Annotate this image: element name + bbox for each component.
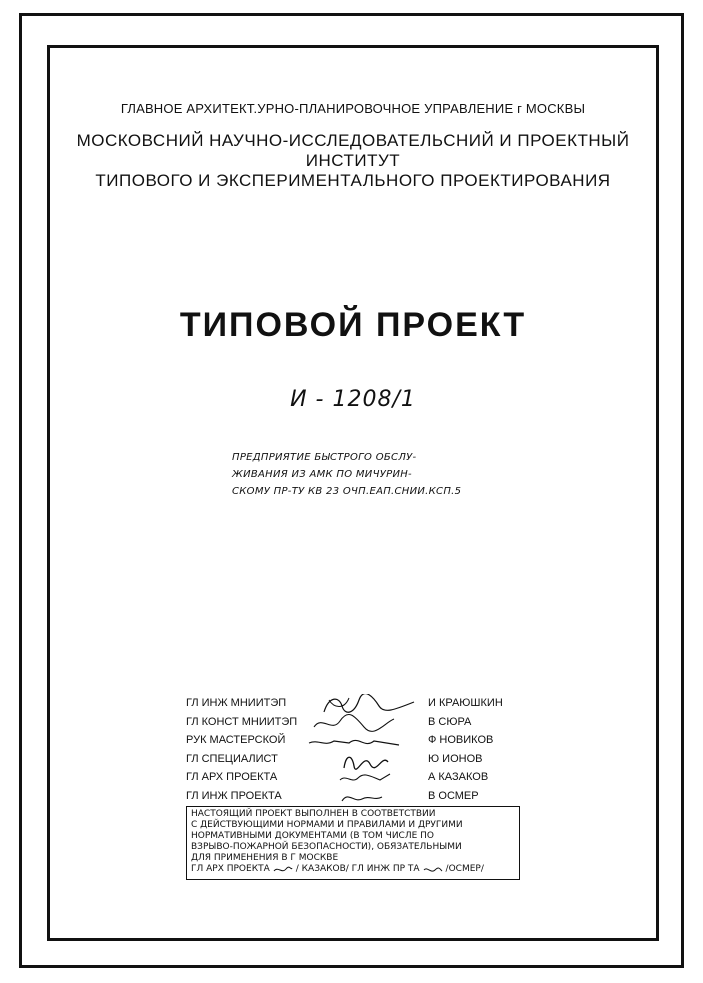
signatory-row — [186, 731, 526, 750]
note-line-5: ДЛЯ ПРИМЕНЕНИЯ В Г МОСКВЕ — [191, 853, 339, 863]
org-line-1: ГЛАВНОЕ АРХИТЕКТ.УРНО-ПЛАНИРОВОЧНОЕ УПРАВЛЕНИЕ г МОСКВЫ — [120, 101, 586, 116]
signatory-name: В СЮРА — [428, 715, 472, 728]
institute-name — [47, 131, 659, 191]
signature-icon — [423, 865, 443, 875]
description-line-2: ЖИВАНИЯ ИЗ АМК ПО МИЧУРИН- — [232, 469, 412, 480]
note-line-2: С ДЕЙСТВУЮЩИМИ НОРМАМИ И ПРАВИЛАМИ И ДРУГИМИ — [191, 820, 463, 830]
signatory-row — [186, 750, 526, 769]
signatory-name: В ОСМЕР — [428, 789, 479, 802]
signatory-name: И КРАЮШКИН — [428, 697, 503, 709]
signatory-role: РУК МАСТЕРСКОЙ — [186, 734, 286, 746]
org-line-4: ТИПОВОГО И ЭКСПЕРИМЕНТАЛЬНОГО ПРОЕКТИРОВАНИЯ — [95, 171, 611, 190]
signatory-row — [186, 787, 526, 806]
note-line-3: НОРМАТИВНЫМИ ДОКУМЕНТАМИ (В ТОМ ЧИСЛЕ ПО — [191, 831, 434, 841]
project-number: И - 1208/1 — [290, 387, 416, 412]
description-line-3: СКОМУ ПР-ТУ КВ 23 ОЧП.ЕАП.СНИИ.КСП.5 — [232, 486, 462, 497]
note-footer-mid: / КАЗАКОВ/ ГЛ ИНЖ ПР ТА — [295, 864, 420, 874]
signatory-name: Ф НОВИКОВ — [428, 734, 494, 746]
document-title: ТИПОВОЙ ПРОЕКТ — [179, 306, 527, 344]
project-description — [232, 449, 492, 500]
signatory-role: ГЛ АРХ ПРОЕКТА — [186, 771, 278, 783]
signatory-name: А КАЗАКОВ — [428, 771, 489, 783]
compliance-note — [186, 806, 520, 880]
note-footer — [191, 864, 515, 875]
note-line-4: ВЗРЫВО-ПОЖАРНОЙ БЕЗОПАСНОСТИ), ОБЯЗАТЕЛЬНЫМИ — [191, 842, 462, 852]
signatory-role: ГЛ ИНЖ МНИИТЭП — [186, 697, 287, 709]
signatory-role: ГЛ СПЕЦИАЛИСТ — [186, 752, 278, 765]
signatory-role: ГЛ ИНЖ ПРОЕКТА — [186, 789, 282, 802]
note-line-1: НАСТОЯЩИЙ ПРОЕКТ ВЫПОЛНЕН В СООТВЕТСТВИИ — [191, 809, 436, 819]
note-footer-right: /ОСМЕР/ — [445, 864, 484, 874]
org-line-2: МОСКОВСНИЙ НАУЧНО-ИССЛЕДОВАТЕЛЬСНИЙ И ПРОЕКТНЫЙ — [76, 131, 630, 150]
note-footer-left: ГЛ АРХ ПРОЕКТА — [191, 864, 270, 874]
signature-icon — [273, 865, 293, 875]
signatories-table — [186, 694, 526, 805]
description-line-1: ПРЕДПРИЯТИЕ БЫСТРОГО ОБСЛУ- — [232, 452, 417, 463]
signatory-name: Ю ИОНОВ — [428, 752, 483, 765]
signatory-row — [186, 768, 526, 787]
signatory-row — [186, 694, 526, 713]
org-line-3: ИНСТИТУТ — [305, 151, 401, 170]
signatory-role: ГЛ КОНСТ МНИИТЭП — [186, 715, 298, 728]
signatory-row — [186, 713, 526, 732]
